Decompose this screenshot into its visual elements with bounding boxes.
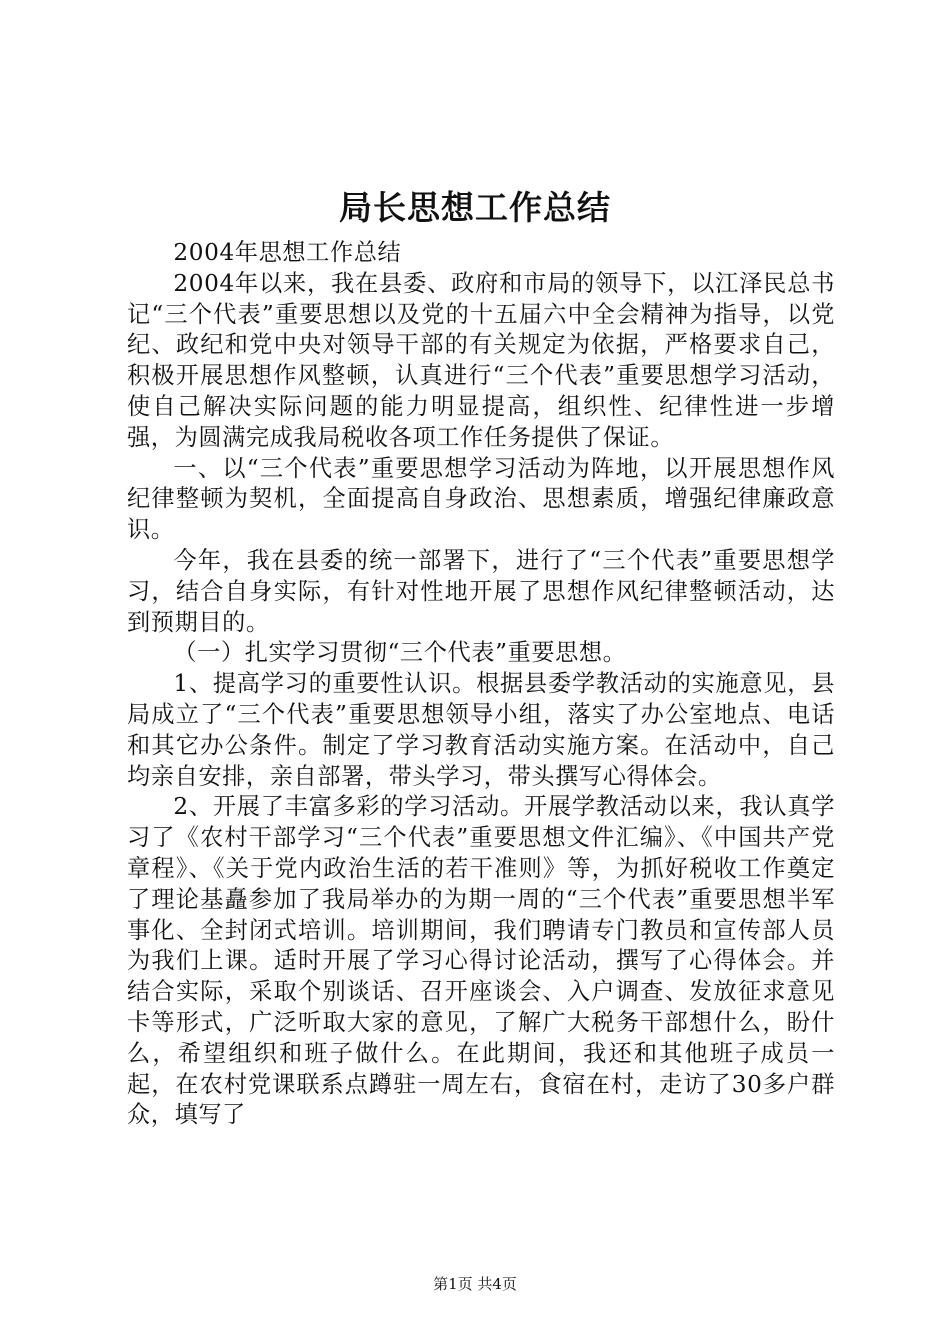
document-title: 局长思想工作总结 <box>339 188 611 227</box>
body-paragraph: 1、提高学习的重要性认识。根据县委学教活动的实施意见，县局成立了“三个代表”重要思想领导小组，落实了办公室地点、电话和其它办公条件。制定了学习教育活动实施方案。在活动中，自己均亲自安排，亲自部署，带头学习，带头撰写心得体会。 <box>127 670 835 790</box>
body-paragraph-intro: 2004年以来，我在县委、政府和市局的领导下，以江泽民总书记“三个代表”重要思想以及党的十五届六中全会精神为指导，以党纪、政纪和党中央对领导干部的有关规定为依据，严格要求自己，积极开展思想作风整顿，认真进行“三个代表”重要思想学习活动，使自己解决实际问题的能力明显提高，组织性、纪律性进一步增强，为圆满完成我局税收各项工作任务提供了保证。 <box>127 269 835 451</box>
page-number-footer: 第1页 共4页 <box>433 1275 517 1293</box>
body-paragraph: 2、开展了丰富多彩的学习活动。开展学教活动以来，我认真学习了《农村干部学习“三个代表”重要思想文件汇编》、《中国共产党章程》、《关于党内政治生活的若干准则》等，为抓好税收工作奠定了理论基矗参加了我局举办的为期一周的“三个代表”重要思想半军事化、全封闭式培训。培训期间，我们聘请专门教员和宣传部人员为我们上课。适时开展了学习心得讨论活动，撰写了心得体会。并结合实际，采取个别谈话、召开座谈会、入户调查、发放征求意见卡等形式，广泛听取大家的意见，了解广大税务干部想什么，盼什么，希望组织和班子做什么。在此期间，我还和其他班子成员一起，在农村党课联系点蹲驻一周左右，食宿在村，走访了30多户群众，填写了 <box>127 793 835 1129</box>
subsection-heading: （一）扎实学习贯彻“三个代表”重要思想。 <box>173 639 627 667</box>
body-paragraph: 今年，我在县委的统一部署下，进行了“三个代表”重要思想学习，结合自身实际，有针对性地开展了思想作风纪律整顿活动，达到预期目的。 <box>127 546 835 636</box>
section-subtitle: 2004年思想工作总结 <box>173 239 402 266</box>
document-body <box>127 238 835 1131</box>
section-heading-1: 一、以“三个代表”重要思想学习活动为阵地，以开展思想作风纪律整顿为契机，全面提高自身政治、思想素质，增强纪律廉政意识。 <box>127 454 835 544</box>
